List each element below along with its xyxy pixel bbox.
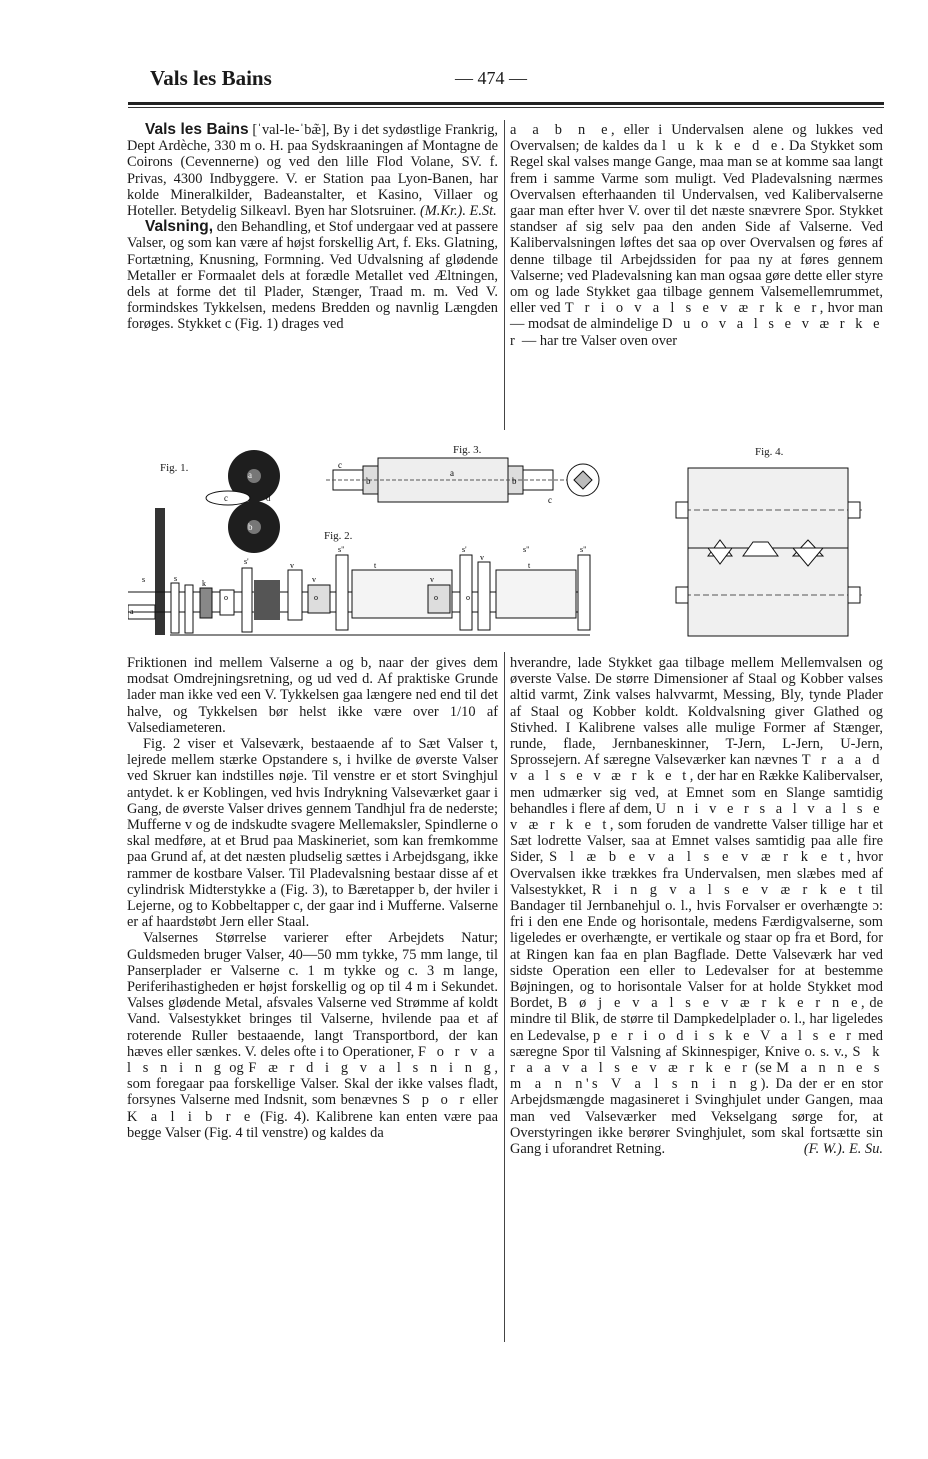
fig2-label: o [466,593,470,602]
text-r2g: , hvor Overvalsen ikke trækkes fra Undervalsen, men slæbes med af Valsestykket, [510,849,884,898]
fig1-label: b [248,522,253,532]
text-l2p3g: eller [467,1092,498,1109]
term-skraavalsevaerker: S k r a a v a l s e v æ r k e r [510,1043,883,1077]
fig2-label: s' [244,557,249,566]
text-r2i: til Bandager til Jernbanehjul o. l., hvis Forvalser er overhængte ɔ: fri i den ene Ende og horisontale, medens Færdigvalserne, som ligeledes er overhængte, er vertikale og staar op fra et Bord, for at Ringen kan faa en plan Bagflade. Dette Valseværk har ved sidste Operation een eller to Ledevalser for at bestemme Bøjningen, og to horisontale Valser for at holde Stykket mod Bordet, [510,881,884,1012]
term-lukkede: l u k k e d e [661,138,781,155]
page-header [150,66,885,94]
fig2-label: v [290,561,294,570]
term-periodiske-valser: p e r i o d i s k e V a l s e r [592,1027,855,1044]
signature-vals: (M.Kr.). E.St. [419,203,497,220]
fig2-label: v [312,575,316,584]
fig2-label: v [480,553,484,562]
term-universalvalsevaerket: U n i v e r s a l v a l s e v æ r k e t [510,800,883,834]
term-slaebevalsevaerket: S l æ b e v a l s e v æ r k e t [549,849,848,866]
fig2-label: s' [462,545,467,554]
fig2-label: o [434,593,438,602]
term-bojevalsevaerkerne: B ø j e v a l s e v æ r k e r n e [557,995,861,1012]
column-left-top [127,122,498,333]
fig2-label: t [528,561,531,570]
term-forvalsning: F o r v a l s n i n g [127,1043,498,1077]
fig3-label: c [548,495,552,505]
fig1-rolls [206,450,280,553]
term-traadvalsevaerket: T r a a d v a l s e v æ r k e t [510,752,883,785]
fig2-label: s [142,575,146,584]
term-triovalsevaerker: T r i o v a l s e v æ r k e r [564,300,820,317]
fig2-label: a [130,607,134,616]
entry-valsning-p1: den Behandling, et Stof undergaar ved at passere Valser, og som kan være af højst forskellig Art, f. Eks. Glatning, Fortætning, Knusning, Formning. Ved Udvalsning af glødende Metaller er Formaalet dels at forædle Metallet ved Æltningen, dels at forme det til Plader, Stænger, Traad m. m. Ved V. formindskes Tykkelsen, medens Bredden og navnlig Længden forøges. Stykket c (Fig. 1) drages ved [127,219,498,333]
text-l2p3c: og [224,1060,249,1077]
text-l2p3a: Valsernes Størrelse varierer efter Arbejdets Natur; Guldsmeden bruger Valser, 40—50 mm tykke, 75 mm lange, til Panserplader er Valserne c. 1 m tykke og c. 3 m lange, Periferihastigheden er højst forskellig og op til 4 m i Sekundet. Valses glødende Metal, afsvales Valserne ved Strømme af koldt Vand. Valsestykket bringes til Valserne, hvilende paa et af roterende Ruller bestaaende, langt Transportbord, der kan hæves eller sænkes. V. deles ofte i to Operationer, [127,930,498,1060]
term-faerdigvalsning: F æ r d i g v a l s n i n g [248,1060,495,1077]
term-spor: S p o r [402,1092,468,1109]
header-rule [128,102,884,105]
fig3-roll [326,458,599,505]
headword-valsning: Valsning, [145,218,214,236]
fig2-label: k [202,579,206,588]
term-ringvalsevaerket: R i n g v a l s e v æ r k e t [591,881,866,898]
text-r2q: ). Da der er en stor Arbejdsmængde magasineret i Svinghjulet under Gangen, maa man ved Valseværker med Vekselgang sørge for, at Overstyringen ikke berører Svinghjulet, som skal fortsætte sin Gang i uforandret Retning. [510,1076,883,1158]
fig1-label: c [224,493,228,503]
page-number: — 474 — [455,68,527,88]
figures-drawing [128,440,884,645]
column-left-bottom [127,655,498,1141]
fig4-caption: Fig. 4. [755,446,784,458]
fig1-label: a [248,470,252,480]
text-r1b: , eller i Undervalsen alene og lukkes ved Overvalsen; de kaldes da [510,122,883,155]
fig2-caption: Fig. 2. [324,530,353,542]
column-divider-top [504,120,505,430]
fig1-label: d [266,493,271,503]
entry-vals-body: [ˈval-le-ˈbæ̃], By i det sydøstlige Frankrig, Dept Ardèche, 330 m o. H. paa Sydskraaningen af Montagne de Coirons (Cevennerne) og ved den lille Flod Volane, SV. f. Privas, 4300 Indbyggere. V. er Station paa Lyon-Banen, har kolde Mineralkilder, Badeanstalter, et Kasino, Villaer og Hoteller. Betydelig Silkeavl. Byen har Slotsruiner. [127,122,498,220]
term-aabne: a a b n e [510,122,612,138]
text-r2a: hverandre, lade Stykket gaa tilbage mellem Mellemvalsen og øverste Valse. De større Dimensioner af Staal og Kobber valses altid varmt, Zink valses halvvarmt, Messing, Bly, tynde Plader af Staal og Kobber koldt. Koldvalsning giver Glathed og Stivhed. I Kalibrene valses alle mulige Former af Stænger, runde, flade, Jernbaneskinner, T-Jern, L-Jern, U-Jern, Sprossejern. Af særegne Valseværker kan nævnes [510,655,883,769]
text-r1h: — har tre Valser oven over [518,332,678,349]
text-r2k: , de mindre til Blik, de større til Dampkedelplader o. l., har ligeledes en Ledevalse, [510,995,883,1044]
text-l2p1: Friktionen ind mellem Valserne a og b, naar der gives dem modsat Omdrejningsretning, og ud ved d. Af praktiske Grunde lader man ikke ved een V. Tykkelsen gaa længere ned end til det halve, og Tykkelsen bør helst ikke være over 1/10 af Valsediameteren. [127,655,498,736]
fig2-label: s" [523,545,530,554]
headword-vals-les-bains: Vals les Bains [145,121,249,138]
column-right-top [510,122,883,349]
fig2-label: o [224,593,228,602]
text-r1d: . Da Stykket som Regel skal valses mange Gange, maa man se at komme saa langt frem i samme Varme som muligt. Ved Pladevalsning nærmes Overvalsen efterhaanden til Undervalsen, ved Kalibervalserne gaar man efter hver V. over til det næste snævrere Spor. Stykket standser af sig selv paa den anden Side af Valserne. Ved Kalibervalsningen løftes det saa op over Overvalsen og føres af denne tilbage til Arbejdssiden for paa ny at føres gennem Valserne; ved Pladevalsning kan man ogsaa gøre dette eller styre om og lade Stykket gaa tilbage gennem Valsemellemrummet, eller ved [510,138,883,317]
fig3-label: a [450,468,454,478]
term-kalibre: K a l i b r e [127,1108,254,1125]
text-l2p3e: , som foregaar paa forskellige Valser. Skal der ikke valses fladt, forsynes Valserne med Indsnit, som benævnes [127,1060,498,1109]
term-mannesmann: M a n n e s m a n n's V a l s n i n g [510,1060,883,1093]
fig4-caliber-rolls [676,468,863,636]
fig2-label: s" [580,545,587,554]
fig3-label: b [366,476,371,486]
text-r2o: (se [750,1060,777,1077]
fig2-label: o [314,593,318,602]
text-r1f: , hvor man — modsat de almindelige [510,300,883,333]
term-duovalsevaerker: D u o v a l s e v æ r k e r [510,316,883,349]
header-rule-thin [128,107,884,108]
fig2-mill [128,508,590,635]
fig3-label: c [338,460,342,470]
column-divider-bottom [504,652,505,1342]
column-right-bottom [510,655,883,1157]
text-r2c: , der har en Række Kalibervalser, men udmærker sig ved, at Emnet som en Slange samtidig behandles i flere af dem, [510,768,883,817]
fig2-label: s [174,574,178,583]
fig2-label: v [430,575,434,584]
text-r2e: , som foruden de vandrette Valser tillige har et Sæt lodrette Valser, saa at Emnet valses samtidig paa alle fire Sider, [510,817,884,866]
running-head: Vals les Bains [150,66,272,90]
fig2-label: s" [338,545,345,554]
text-r2m: med særegne Spor til Valsning af Skinnespiger, Knive o. s. v., [510,1027,883,1060]
text-l2p3i: (Fig. 4). Kalibrene kan enten være paa begge Valser (Fig. 4 til venstre) og kaldes da [127,1108,498,1141]
fig1-caption: Fig. 1. [160,462,189,474]
text-l2p2: Fig. 2 viser et Valseværk, bestaaende af to Sæt Valser t, lejrede mellem stærke Opstandere s, i hvilke de øverste Valser ved Skruer kan indstilles nøje. Til venstre er et stort Svinghjul antydet. k er Koblingen, ved hvis Indrykning Valseværket gaar i Gang, de øverste Valser drives gennem Tandhjul fra de nederste; Mufferne v og de indskudte svagere Mellemaksler, Spindlerne o skal medføre, at et Brud paa Maskineriet, som kan fremkomme paa Grund af, at det næsten pludselig sættes i Arbejdsgang, ikke rammer de kostbare Valser. Til Pladevalsning bestaar disse af et cylindrisk Midterstykke a (Fig. 3), to Bæretapper b, der hviler i Lejerne, og to Kobbeltapper c, der gaar ind i Mufferne. Valserne er af haardstøbt Jern eller Staal. [127,736,498,931]
figures-area [128,440,884,645]
fig3-caption: Fig. 3. [453,444,482,456]
signature-valsning: (F. W.). E. Su. [803,1141,883,1158]
fig3-label: b [512,476,517,486]
fig2-label: t [374,561,377,570]
